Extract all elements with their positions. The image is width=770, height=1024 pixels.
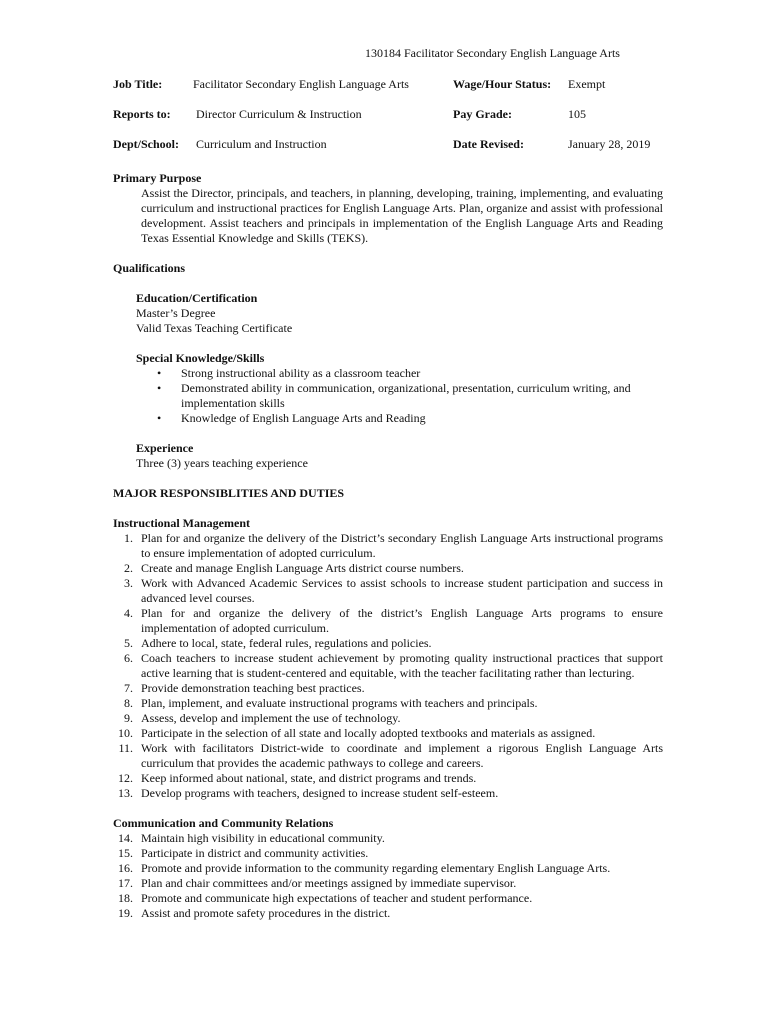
primary-purpose-text: Assist the Director, principals, and teachers, in planning, developing, training, implementing, and evaluating curriculum and instructional practices for English Language Arts. Plan, organize and assist with professional development. Assist teachers and principals in implementation of the English Language Arts and Reading Texas Essential Knowledge and Skills (TEKS). [141,186,663,245]
duty-item [113,846,663,861]
duty-item [113,606,663,636]
bullet-icon: • [157,381,162,395]
duty-item [113,726,663,741]
duty-text: Adhere to local, state, federal rules, regulations and policies. [141,636,432,650]
duty-text: Provide demonstration teaching best practices. [141,681,365,695]
duty-item [113,561,663,576]
duty-number: 2. [124,561,133,575]
pay-grade-label: Pay Grade: [453,107,512,121]
dept-school-value: Curriculum and Instruction [196,137,327,151]
duty-item [113,651,663,681]
qualifications-section [113,261,663,471]
duty-text: Plan for and organize the delivery of the District’s secondary English Language Arts instructional programs to ensure implementation of adopted curriculum. [141,531,663,560]
job-title-label: Job Title: [113,77,163,91]
duties-section [113,486,663,921]
reports-to-value: Director Curriculum & Instruction [196,107,362,121]
wage-status-label: Wage/Hour Status: [453,77,552,91]
duty-text: Plan and chair committees and/or meetings assigned by immediate supervisor. [141,876,517,890]
duty-item [113,786,663,801]
duty-number: 18. [118,891,133,905]
wage-status-value: Exempt [568,77,606,91]
duty-text: Develop programs with teachers, designed to increase student self-esteem. [141,786,499,800]
duty-text: Work with Advanced Academic Services to assist schools to increase student participation and success in advanced level courses. [141,576,663,605]
bullet-icon: • [157,366,162,380]
primary-purpose-heading: Primary Purpose [113,171,202,185]
duty-number: 3. [124,576,133,590]
duty-number: 12. [118,771,133,785]
duty-item [113,711,663,726]
pay-grade-value: 105 [568,107,586,121]
skills-list [136,366,663,426]
duty-text: Keep informed about national, state, and district programs and trends. [141,771,477,785]
duty-number: 16. [118,861,133,875]
skills-list-item: • Demonstrated ability in communication, organizational, presentation, curriculum writing, and implementation skills [157,381,631,410]
instructional-duties-list [113,531,663,801]
duty-text: Plan for and organize the delivery of the district’s English Language Arts programs to ensure implementation of adopted curriculum. [141,606,663,635]
duty-number: 8. [124,696,133,710]
duty-number: 10. [118,726,133,740]
duty-text: Maintain high visibility in educational community. [141,831,385,845]
duty-number: 5. [124,636,133,650]
duty-text: Participate in the selection of all state and locally adopted textbooks and materials as assigned. [141,726,596,740]
duty-item [113,861,663,876]
duty-number: 11. [118,741,133,755]
duty-text: Promote and provide information to the community regarding elementary English Language Arts. [141,861,611,875]
education-line: Valid Texas Teaching Certificate [136,321,293,335]
duty-number: 13. [118,786,133,800]
duty-number: 9. [124,711,133,725]
duty-number: 14. [118,831,133,845]
instructional-management-heading: Instructional Management [113,516,250,530]
duty-item [113,906,663,921]
document-reference: 130184 Facilitator Secondary English Language Arts [365,46,620,60]
duty-item [113,681,663,696]
duty-number: 7. [124,681,133,695]
duty-number: 6. [124,651,133,665]
duty-text: Plan, implement, and evaluate instructional programs with teachers and principals. [141,696,538,710]
education-line: Master’s Degree [136,306,216,320]
duty-text: Promote and communicate high expectations of teacher and student performance. [141,891,533,905]
duty-text: Assist and promote safety procedures in the district. [141,906,391,920]
primary-purpose-section [113,171,663,246]
skills-list-item: • Strong instructional ability as a classroom teacher [157,366,421,380]
duty-number: 15. [118,846,133,860]
duty-text: Participate in district and community activities. [141,846,369,860]
duty-item [113,771,663,786]
communication-heading: Communication and Community Relations [113,816,334,830]
duty-item [113,636,663,651]
dept-school-label: Dept/School: [113,137,179,151]
date-revised-value: January 28, 2019 [568,137,651,151]
duty-number: 1. [124,531,133,545]
duty-item [113,831,663,846]
experience-heading: Experience [136,441,194,455]
communication-duties-list [113,831,663,921]
reports-to-label: Reports to: [113,107,171,121]
skills-list-item: • Knowledge of English Language Arts and Reading [157,411,426,425]
duty-item [113,741,663,771]
qualifications-heading: Qualifications [113,261,186,275]
duty-number: 19. [118,906,133,920]
date-revised-label: Date Revised: [453,137,524,151]
duty-number: 17. [118,876,133,890]
job-title-value: Facilitator Secondary English Language Arts [193,77,409,91]
duty-number: 4. [124,606,133,620]
education-heading: Education/Certification [136,291,258,305]
duty-item [113,891,663,906]
duty-text: Work with facilitators District-wide to coordinate and implement a rigorous English Language Arts curriculum that provides the academic pathways to college and careers. [141,741,663,770]
duty-text: Coach teachers to increase student achievement by promoting quality instructional practices that support active learning that is student-centered and equitable, with the teacher facilitating rather than lecturing. [141,651,663,680]
duty-text: Create and manage English Language Arts district course numbers. [141,561,464,575]
skills-heading: Special Knowledge/Skills [136,351,265,365]
experience-text: Three (3) years teaching experience [136,456,308,470]
duty-text: Assess, develop and implement the use of technology. [141,711,401,725]
duty-item [113,531,663,561]
duty-item [113,696,663,711]
bullet-icon: • [157,411,162,425]
duty-item [113,576,663,606]
duties-heading: MAJOR RESPONSIBLITIES AND DUTIES [113,486,345,500]
duty-item [113,876,663,891]
